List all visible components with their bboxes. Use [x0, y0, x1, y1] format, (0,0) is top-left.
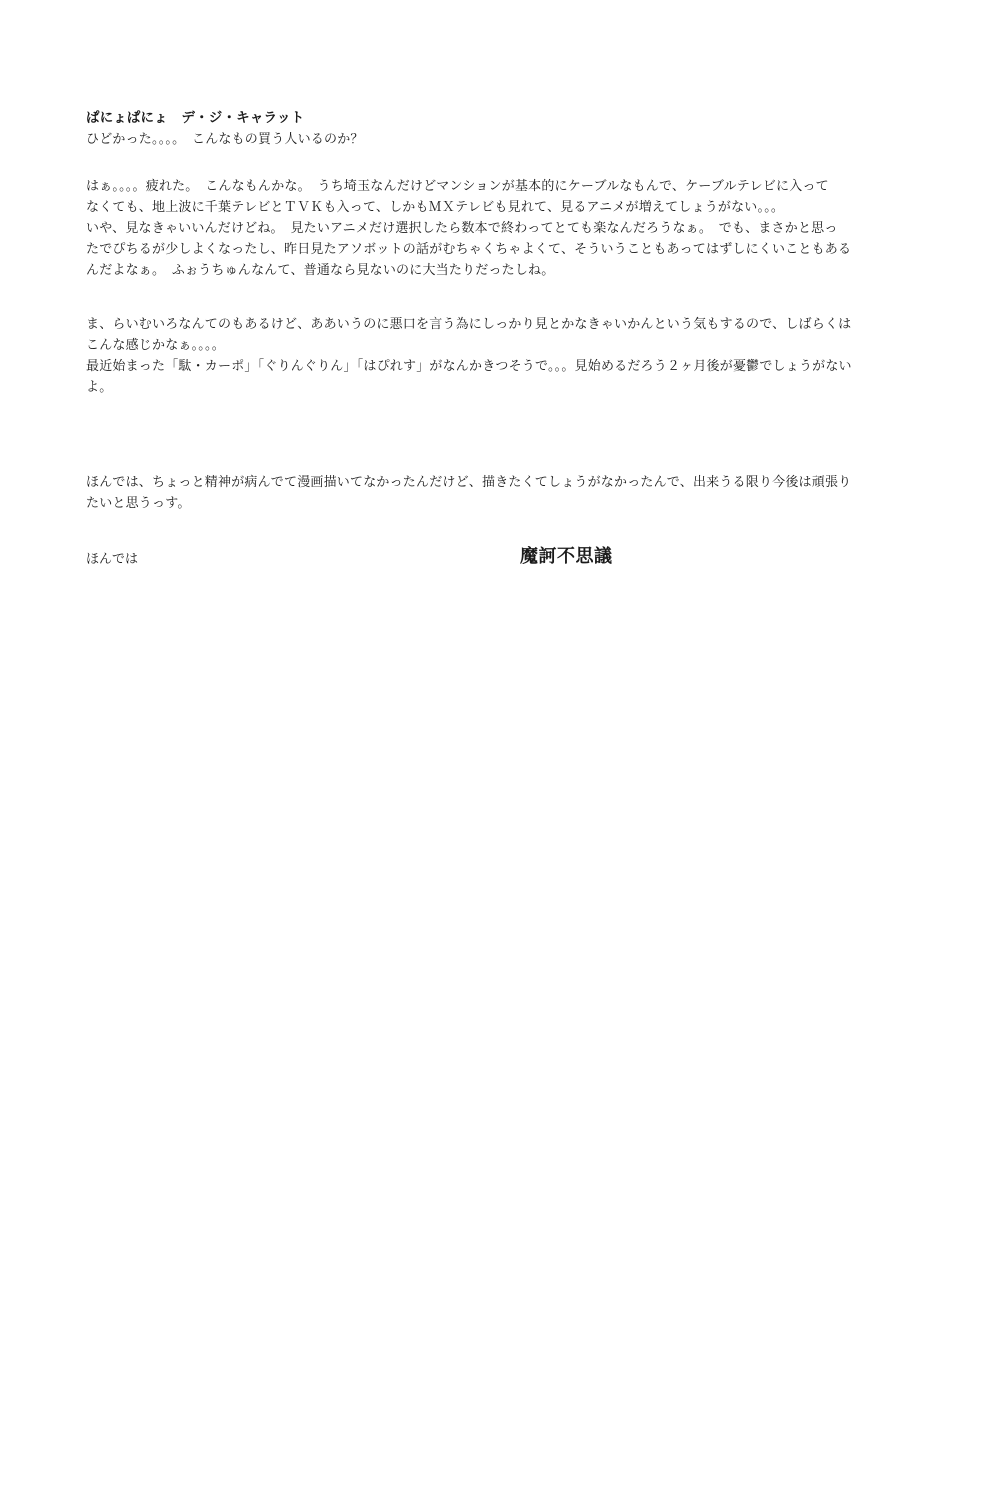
- paragraph-line: 最近始まった「駄・カーポ」「ぐりんぐりん」「はぴれす」がなんかきつそうで。。。見始めるだろう２ヶ月後が憂鬱でしょうがない: [86, 359, 852, 374]
- author-signature: 魔訶不思議: [520, 546, 613, 567]
- paragraph-line: なくても、地上波に千葉テレビとＴＶＫも入って、しかもＭＸテレビも見れて、見るアニメが増えてしょうがない。。。: [86, 200, 785, 215]
- paragraph-line: はぁ。。。。疲れた。 こんなもんかな。 うち埼玉なんだけどマンションが基本的にケーブルなもんで、ケーブルテレビに入って: [86, 179, 829, 194]
- paragraph-line: いや、見なきゃいいんだけどね。 見たいアニメだけ選択したら数本で終わってとても楽なんだろうなぁ。 でも、まさかと思っ: [86, 221, 838, 236]
- closing-text: ほんでは: [86, 552, 139, 567]
- paragraph-line: たいと思うっす。: [86, 496, 191, 511]
- paragraph-1: [86, 176, 948, 281]
- page-subtitle: ひどかった。。。。 こんなもの買う人いるのか？: [86, 132, 364, 147]
- paragraph-line: ま、らいむいろなんてのもあるけど、ああいうのに悪口を言う為にしっかり見とかなきゃいかんという気もするので、しばらくは: [86, 317, 852, 332]
- paragraph-line: こんな感じかなぁ。。。。: [86, 338, 225, 353]
- paragraph-line: ほんでは、ちょっと精神が病んでて漫画描いてなかったんだけど、描きたくてしょうがなかったんで、出来うる限り今後は頑張り: [86, 475, 852, 490]
- paragraph-2: [86, 314, 948, 398]
- paragraph-3: [86, 472, 948, 514]
- paragraph-line: たでぴちるが少しよくなったし、昨日見たアソボットの話がむちゃくちゃよくて、そういうこともあってはずしにくいこともある: [86, 242, 852, 257]
- header-block: [86, 108, 948, 150]
- paragraph-line: よ。: [86, 380, 113, 395]
- page-title: ぱにょぱにょ デ・ジ・キャラット: [86, 110, 305, 126]
- paragraph-line: んだよなぁ。 ふぉうちゅんなんて、普通なら見ないのに大当たりだったしね。: [86, 263, 555, 278]
